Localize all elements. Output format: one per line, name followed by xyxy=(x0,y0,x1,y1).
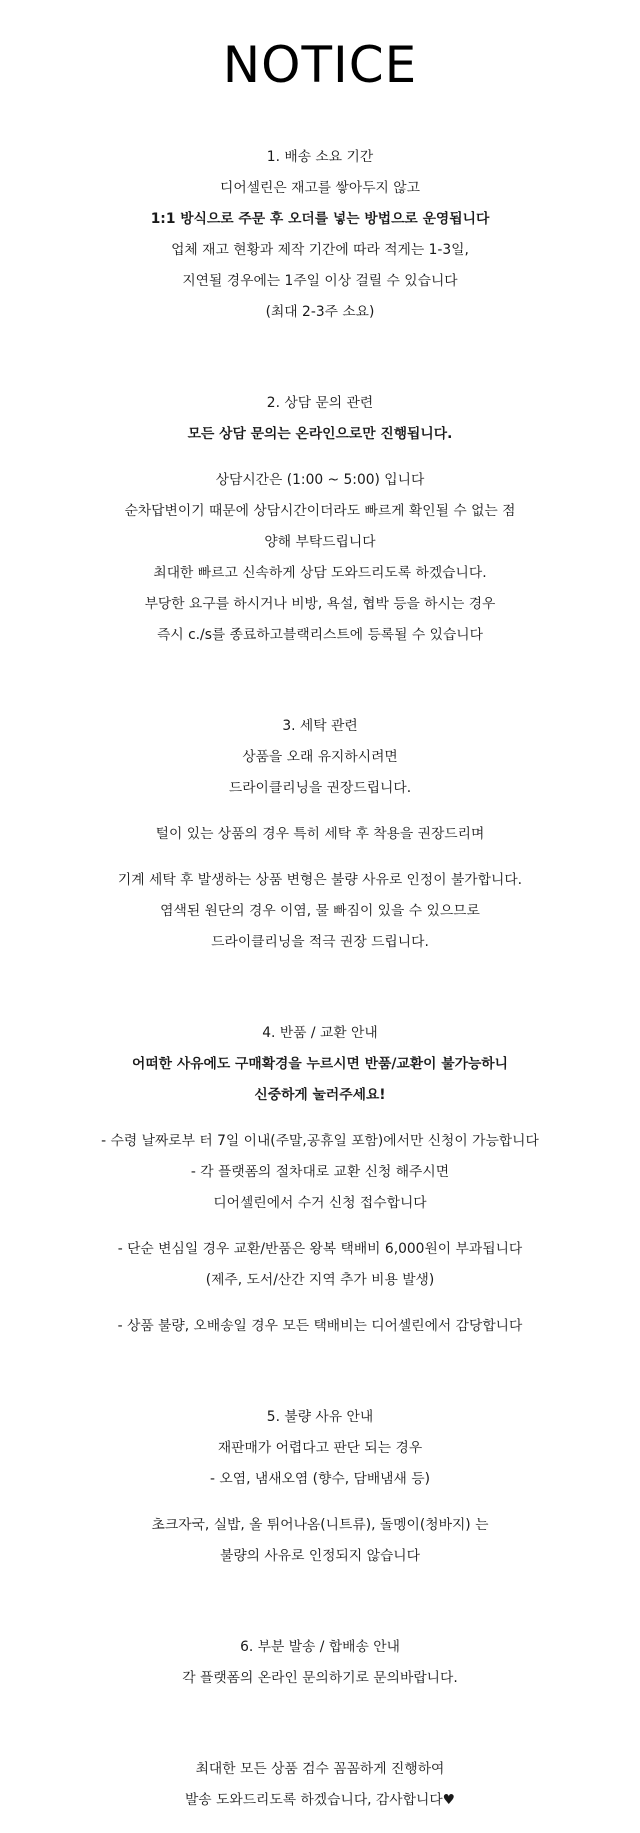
section-shipping-period xyxy=(0,142,640,328)
notice-line: 모든 상담 문의는 온라인으로만 진행됩니다. xyxy=(187,426,453,442)
section-heading: 5. 불량 사유 안내 xyxy=(266,1409,374,1425)
notice-line: - 단순 변심일 경우 교환/반품은 왕복 택배비 6,000원이 부과됩니다 xyxy=(117,1241,523,1257)
notice-line: 어떠한 사유에도 구매확경을 누르시면 반품/교환이 불가능하니 xyxy=(131,1056,508,1072)
notice-line: 발송 도와드리도록 하겠습니다, 감사합니다♥ xyxy=(184,1792,456,1808)
notice-line: 최대한 빠르고 신속하게 상담 도와드리도록 하겠습니다. xyxy=(153,565,487,581)
section-closing-message xyxy=(0,1754,640,1816)
notice-line: 드라이클리닝을 적극 권장 드립니다. xyxy=(211,934,429,950)
notice-line: - 상품 불량, 오배송일 경우 모든 택배비는 디어셀린에서 감당합니다 xyxy=(117,1318,523,1334)
notice-line: 드라이클리닝을 권장드립니다. xyxy=(228,780,412,796)
notice-line: 지연될 경우에는 1주일 이상 걸릴 수 있습니다 xyxy=(182,273,458,289)
notice-line: - 수령 날짜로부 터 7일 이내(주말,공휴일 포함)에서만 신청이 가능합니다 xyxy=(101,1133,539,1149)
section-return-exchange xyxy=(0,1018,640,1342)
section-heading: 1. 배송 소요 기간 xyxy=(266,149,374,165)
section-defect-reasons xyxy=(0,1402,640,1572)
notice-line: 최대한 모든 상품 검수 꼼꼼하게 진행하여 xyxy=(195,1761,445,1777)
notice-line: 디어셀린에서 수거 신청 접수합니다 xyxy=(213,1195,427,1211)
section-heading: 6. 부분 발송 / 합배송 안내 xyxy=(240,1639,400,1655)
notice-line: 털이 있는 상품의 경우 특히 세탁 후 착용을 권장드리며 xyxy=(155,826,485,842)
notice-line: 신중하게 눌러주세요! xyxy=(254,1087,386,1103)
paragraph-gap xyxy=(0,450,640,465)
section-partial-shipping xyxy=(0,1632,640,1694)
paragraph-gap xyxy=(0,1219,640,1234)
notice-line: 부당한 요구를 하시거나 비방, 욕설, 협박 등을 하시는 경우 xyxy=(144,596,496,612)
notice-line: (제주, 도서/산간 지역 추가 비용 발생) xyxy=(205,1272,435,1288)
notice-line: 업체 재고 현황과 제작 기간에 따라 적게는 1-3일, xyxy=(171,242,469,258)
paragraph-gap xyxy=(0,1296,640,1311)
notice-line: 즉시 c./s를 종료하고블랙리스트에 등록될 수 있습니다 xyxy=(157,627,483,643)
notice-line: 재판매가 어렵다고 판단 되는 경우 xyxy=(217,1440,423,1456)
page-title: NOTICE xyxy=(222,36,418,94)
notice-line: 1:1 방식으로 주문 후 오더를 넣는 방법으로 운영됩니다 xyxy=(150,211,490,227)
notice-line: 상품을 오래 유지하시려면 xyxy=(242,749,398,765)
notice-body xyxy=(0,142,640,1816)
notice-line: 불량의 사유로 인정되지 않습니다 xyxy=(220,1548,420,1564)
paragraph-gap xyxy=(0,804,640,819)
notice-line: 양해 부탁드립니다 xyxy=(264,534,376,550)
paragraph-gap xyxy=(0,1495,640,1510)
notice-line: 순차답변이기 때문에 상담시간이더라도 빠르게 확인될 수 없는 점 xyxy=(124,503,516,519)
section-consultation xyxy=(0,388,640,651)
notice-line: - 각 플랫폼의 절차대로 교환 신청 해주시면 xyxy=(190,1164,450,1180)
paragraph-gap xyxy=(0,1111,640,1126)
notice-line: 디어셀린은 재고를 쌓아두지 않고 xyxy=(220,180,420,196)
notice-line: 초크자국, 실밥, 올 튀어나옴(니트류), 돌멩이(청바지) 는 xyxy=(151,1517,489,1533)
notice-line: 상담시간은 (1:00 ~ 5:00) 입니다 xyxy=(215,472,425,488)
section-heading: 3. 세탁 관련 xyxy=(282,718,358,734)
notice-line: 각 플랫폼의 온라인 문의하기로 문의바랍니다. xyxy=(182,1670,458,1686)
paragraph-gap xyxy=(0,850,640,865)
section-laundry xyxy=(0,711,640,958)
notice-line: - 오염, 냄새오염 (향수, 담배냄새 등) xyxy=(210,1471,430,1487)
notice-line: (최대 2-3주 소요) xyxy=(265,304,375,320)
section-heading: 2. 상담 문의 관련 xyxy=(266,395,374,411)
section-heading: 4. 반품 / 교환 안내 xyxy=(262,1025,378,1041)
notice-line: 기계 세탁 후 발생하는 상품 변형은 불량 사유로 인정이 불가합니다. xyxy=(117,872,523,888)
notice-line: 염색된 원단의 경우 이염, 물 빠짐이 있을 수 있으므로 xyxy=(160,903,480,919)
